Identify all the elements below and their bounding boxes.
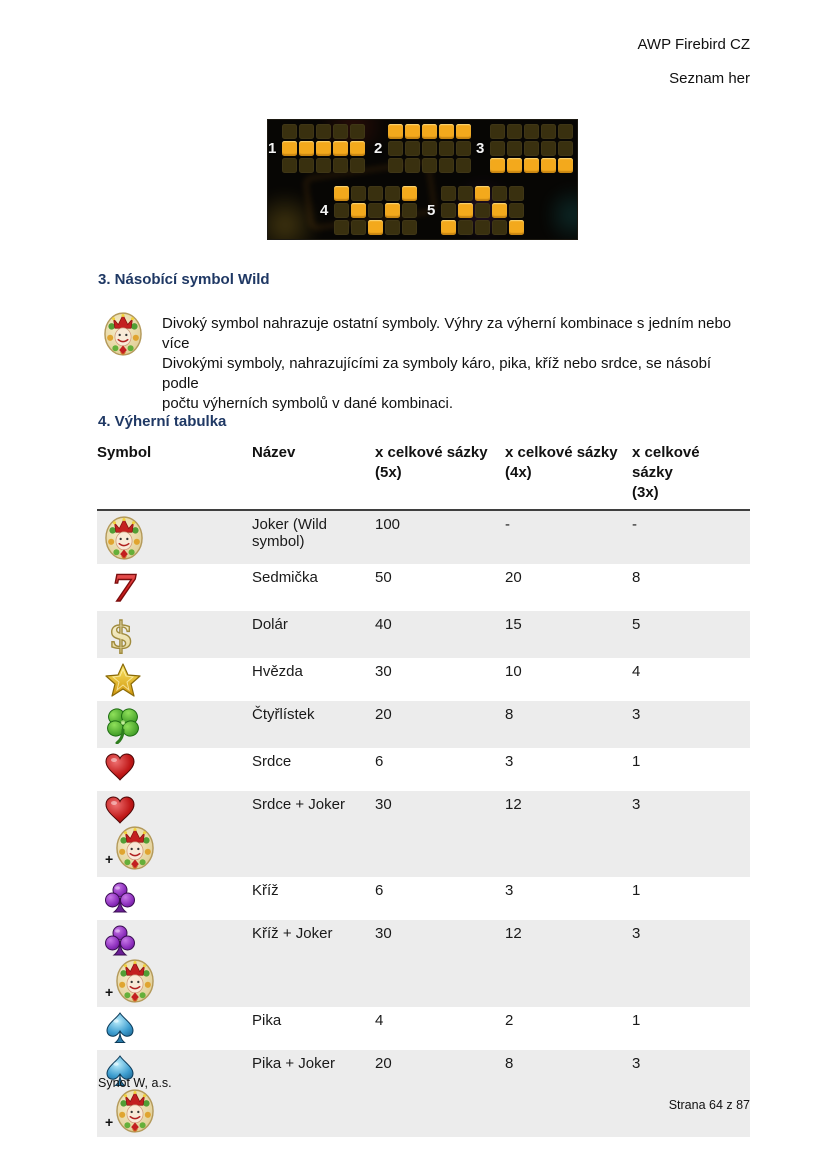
symbol-cell [97, 748, 252, 785]
column-label: x celkové sázky [632, 444, 700, 481]
paytable-column-header-4 [632, 443, 750, 509]
symbol-cell [97, 658, 252, 701]
payline-number: 4 [320, 202, 329, 219]
multiplier-3x-cell: 5 [632, 616, 641, 633]
paytable-body [97, 509, 750, 1137]
multiplier-4x-cell: 12 [505, 925, 522, 942]
payline-cell-off [509, 203, 524, 218]
symbol-cell [97, 611, 252, 658]
payline-grid [441, 186, 524, 235]
heart-icon [105, 753, 135, 781]
club-icon [105, 925, 135, 957]
symbol-name-cell: Kříž + Joker [252, 925, 333, 942]
payline-cell-on [509, 220, 524, 235]
table-row [97, 877, 750, 920]
column-sublabel: (4x) [505, 464, 532, 481]
payline-cell-off [441, 186, 456, 201]
joker-icon [116, 826, 154, 870]
payline-cell-on [541, 158, 556, 173]
symbol-name-cell: Joker (Wild symbol) [252, 516, 328, 550]
payline-cell-off [507, 124, 522, 139]
payline-cell-on [351, 203, 366, 218]
payline-cell-on [458, 203, 473, 218]
payline-cell-off [368, 203, 383, 218]
payline-grid [490, 124, 573, 173]
seven-icon [105, 569, 139, 607]
payline-cell-off [509, 186, 524, 201]
svg-text:7: 7 [111, 569, 137, 607]
multiplier-5x-cell: 100 [375, 516, 401, 533]
product-name: AWP Firebird CZ [637, 36, 750, 53]
page-header [637, 28, 750, 96]
table-row [97, 1050, 750, 1137]
symbol-name-cell: Kříž [252, 882, 279, 899]
payline-cell-on [490, 158, 505, 173]
payline-cell-off [351, 220, 366, 235]
column-label: Symbol [97, 444, 152, 461]
payline-cell-off [439, 158, 454, 173]
column-label: Název [252, 444, 296, 461]
multiplier-3x-cell: 1 [632, 753, 641, 770]
multiplier-5x-cell: 6 [375, 753, 384, 770]
payline-cell-off [441, 203, 456, 218]
payline-cell-off [388, 158, 403, 173]
multiplier-5x-cell: 30 [375, 796, 392, 813]
multiplier-4x-cell: 8 [505, 1055, 514, 1072]
payline-cell-off [456, 141, 471, 156]
joker-icon [116, 959, 154, 1003]
symbol-cell [97, 920, 252, 1007]
payline-cell-off [490, 124, 505, 139]
multiplier-5x-cell: 40 [375, 616, 392, 633]
multiplier-3x-cell: - [632, 516, 637, 533]
dollar-icon [105, 616, 137, 654]
payline-pattern-4 [320, 186, 417, 235]
plus-sign: + [105, 851, 114, 867]
multiplier-5x-cell: 30 [375, 663, 392, 680]
payline-number: 2 [374, 140, 383, 157]
joker-icon [105, 516, 143, 560]
symbol-name-cell: Čtyřlístek [252, 706, 315, 723]
payline-cell-on [405, 124, 420, 139]
symbol-cell [97, 1007, 252, 1048]
payline-cell-on [475, 186, 490, 201]
multiplier-4x-cell: 10 [505, 663, 522, 680]
payline-cell-off [402, 220, 417, 235]
payline-pattern-3 [476, 124, 573, 173]
payline-cell-off [334, 203, 349, 218]
table-row [97, 564, 750, 611]
figure-backdrop-teal [548, 180, 578, 240]
payline-cell-off [299, 124, 314, 139]
document-title: Seznam her [669, 70, 750, 87]
payline-pattern-1 [268, 124, 365, 173]
paylines-figure [267, 119, 578, 240]
payline-cell-on [385, 203, 400, 218]
table-row [97, 920, 750, 1007]
payline-cell-off [524, 141, 539, 156]
footer-page-number: Strana 64 z 87 [668, 1098, 750, 1112]
payline-cell-on [456, 124, 471, 139]
table-row [97, 658, 750, 701]
payline-cell-on [282, 141, 297, 156]
payline-number: 3 [476, 140, 485, 157]
plus-sign: + [105, 984, 114, 1000]
payline-cell-off [405, 141, 420, 156]
multiplier-4x-cell: 20 [505, 569, 522, 586]
payline-cell-off [385, 186, 400, 201]
multiplier-4x-cell: 8 [505, 706, 514, 723]
symbol-cell [97, 877, 252, 918]
paytable-column-header-2 [375, 443, 505, 509]
payline-cell-off [458, 186, 473, 201]
payline-cell-off [333, 158, 348, 173]
payline-cell-off [492, 186, 507, 201]
symbol-cell [97, 791, 252, 874]
wild-description-line: Divokými symboly, nahrazujícími za symboly káro, pika, kříž nebo srdce, se násobí podle [162, 355, 712, 392]
payline-cell-off [333, 124, 348, 139]
multiplier-5x-cell: 20 [375, 706, 392, 723]
payline-cell-off [350, 158, 365, 173]
payline-grid [388, 124, 471, 173]
paytable-header-row [97, 443, 750, 509]
multiplier-4x-cell: - [505, 516, 510, 533]
section-4-heading: 4. Výherní tabulka [98, 413, 227, 430]
multiplier-5x-cell: 20 [375, 1055, 392, 1072]
payline-cell-off [402, 203, 417, 218]
payline-cell-on [507, 158, 522, 173]
symbol-name-cell: Pika + Joker [252, 1055, 335, 1072]
table-row [97, 1007, 750, 1050]
table-row [97, 748, 750, 791]
figure-backdrop-star [267, 190, 320, 240]
payline-cell-off [456, 158, 471, 173]
column-label: x celkové sázky [375, 444, 488, 461]
payline-cell-on [441, 220, 456, 235]
payline-cell-on [388, 124, 403, 139]
payline-cell-off [475, 203, 490, 218]
svg-text:$: $ [108, 616, 134, 654]
payline-cell-off [507, 141, 522, 156]
paytable [97, 443, 750, 1137]
multiplier-4x-cell: 15 [505, 616, 522, 633]
payline-cell-off [558, 124, 573, 139]
symbol-name-cell: Srdce + Joker [252, 796, 345, 813]
payline-cell-off [282, 124, 297, 139]
payline-cell-off [299, 158, 314, 173]
payline-cell-off [316, 158, 331, 173]
payline-cell-off [316, 124, 331, 139]
payline-cell-on [368, 220, 383, 235]
joker-icon [116, 1089, 154, 1133]
payline-grid [282, 124, 365, 173]
payline-cell-off [439, 141, 454, 156]
multiplier-3x-cell: 1 [632, 882, 641, 899]
payline-grid [334, 186, 417, 235]
symbol-cell [97, 564, 252, 611]
multiplier-4x-cell: 3 [505, 753, 514, 770]
wild-description-line: počtu výherních symbolů v dané kombinaci. [162, 395, 453, 412]
payline-cell-off [351, 186, 366, 201]
multiplier-3x-cell: 3 [632, 925, 641, 942]
symbol-name-cell: Pika [252, 1012, 282, 1029]
symbol-name-cell: Srdce [252, 753, 292, 770]
plus-joker-group [105, 826, 154, 870]
wild-description [162, 314, 740, 414]
plus-joker-group [105, 959, 154, 1003]
payline-cell-on [334, 186, 349, 201]
payline-cell-off [541, 141, 556, 156]
payline-cell-on [402, 186, 417, 201]
multiplier-3x-cell: 3 [632, 1055, 641, 1072]
symbol-cell [97, 511, 252, 564]
symbol-name-cell: Hvězda [252, 663, 303, 680]
paytable-column-header-3 [505, 443, 632, 509]
footer-company: Synot W, a.s. [98, 1076, 172, 1090]
multiplier-3x-cell: 8 [632, 569, 641, 586]
payline-number: 5 [427, 202, 436, 219]
multiplier-4x-cell: 3 [505, 882, 514, 899]
section-3-heading: 3. Násobící symbol Wild [98, 271, 270, 288]
multiplier-4x-cell: 12 [505, 796, 522, 813]
column-sublabel: (3x) [632, 484, 659, 501]
payline-cell-on [333, 141, 348, 156]
column-label: x celkové sázky [505, 444, 618, 461]
symbol-name-cell: Dolár [252, 616, 288, 633]
payline-cell-off [492, 220, 507, 235]
payline-cell-off [422, 141, 437, 156]
clover-icon [105, 706, 141, 744]
payline-cell-on [299, 141, 314, 156]
payline-cell-on [350, 141, 365, 156]
payline-cell-off [422, 158, 437, 173]
paytable-column-header-1 [252, 443, 375, 509]
table-row [97, 701, 750, 748]
spade-icon [105, 1012, 135, 1044]
payline-cell-off [282, 158, 297, 173]
symbol-cell [97, 701, 252, 748]
multiplier-5x-cell: 30 [375, 925, 392, 942]
star-icon [105, 663, 141, 697]
payline-cell-off [388, 141, 403, 156]
symbol-name-cell: Sedmička [252, 569, 318, 586]
multiplier-3x-cell: 3 [632, 796, 641, 813]
payline-cell-off [490, 141, 505, 156]
heart-icon [105, 796, 135, 824]
club-icon [105, 882, 135, 914]
payline-cell-off [558, 141, 573, 156]
payline-cell-off [524, 124, 539, 139]
payline-cell-on [422, 124, 437, 139]
payline-cell-off [368, 186, 383, 201]
wild-description-line: Divoký symbol nahrazuje ostatní symboly. Výhry za výherní kombinace s jedním nebo více [162, 315, 732, 352]
table-row [97, 511, 750, 564]
payline-cell-off [458, 220, 473, 235]
multiplier-5x-cell: 50 [375, 569, 392, 586]
payline-cell-off [405, 158, 420, 173]
multiplier-3x-cell: 4 [632, 663, 641, 680]
payline-cell-off [334, 220, 349, 235]
table-row [97, 791, 750, 877]
payline-cell-off [541, 124, 556, 139]
payline-cell-off [475, 220, 490, 235]
multiplier-5x-cell: 6 [375, 882, 384, 899]
payline-cell-off [350, 124, 365, 139]
payline-cell-on [492, 203, 507, 218]
payline-pattern-2 [374, 124, 471, 173]
multiplier-3x-cell: 3 [632, 706, 641, 723]
payline-pattern-5 [427, 186, 524, 235]
column-sublabel: (5x) [375, 464, 402, 481]
payline-cell-on [524, 158, 539, 173]
table-row [97, 611, 750, 658]
multiplier-3x-cell: 1 [632, 1012, 641, 1029]
paytable-column-header-0 [97, 443, 252, 509]
symbol-cell [97, 1050, 252, 1137]
plus-sign: + [105, 1114, 114, 1130]
payline-cell-on [558, 158, 573, 173]
multiplier-4x-cell: 2 [505, 1012, 514, 1029]
payline-cell-on [316, 141, 331, 156]
payline-number: 1 [268, 140, 277, 157]
payline-cell-off [385, 220, 400, 235]
joker-wild-icon [104, 312, 142, 356]
payline-cell-on [439, 124, 454, 139]
multiplier-5x-cell: 4 [375, 1012, 384, 1029]
plus-joker-group [105, 1089, 154, 1133]
